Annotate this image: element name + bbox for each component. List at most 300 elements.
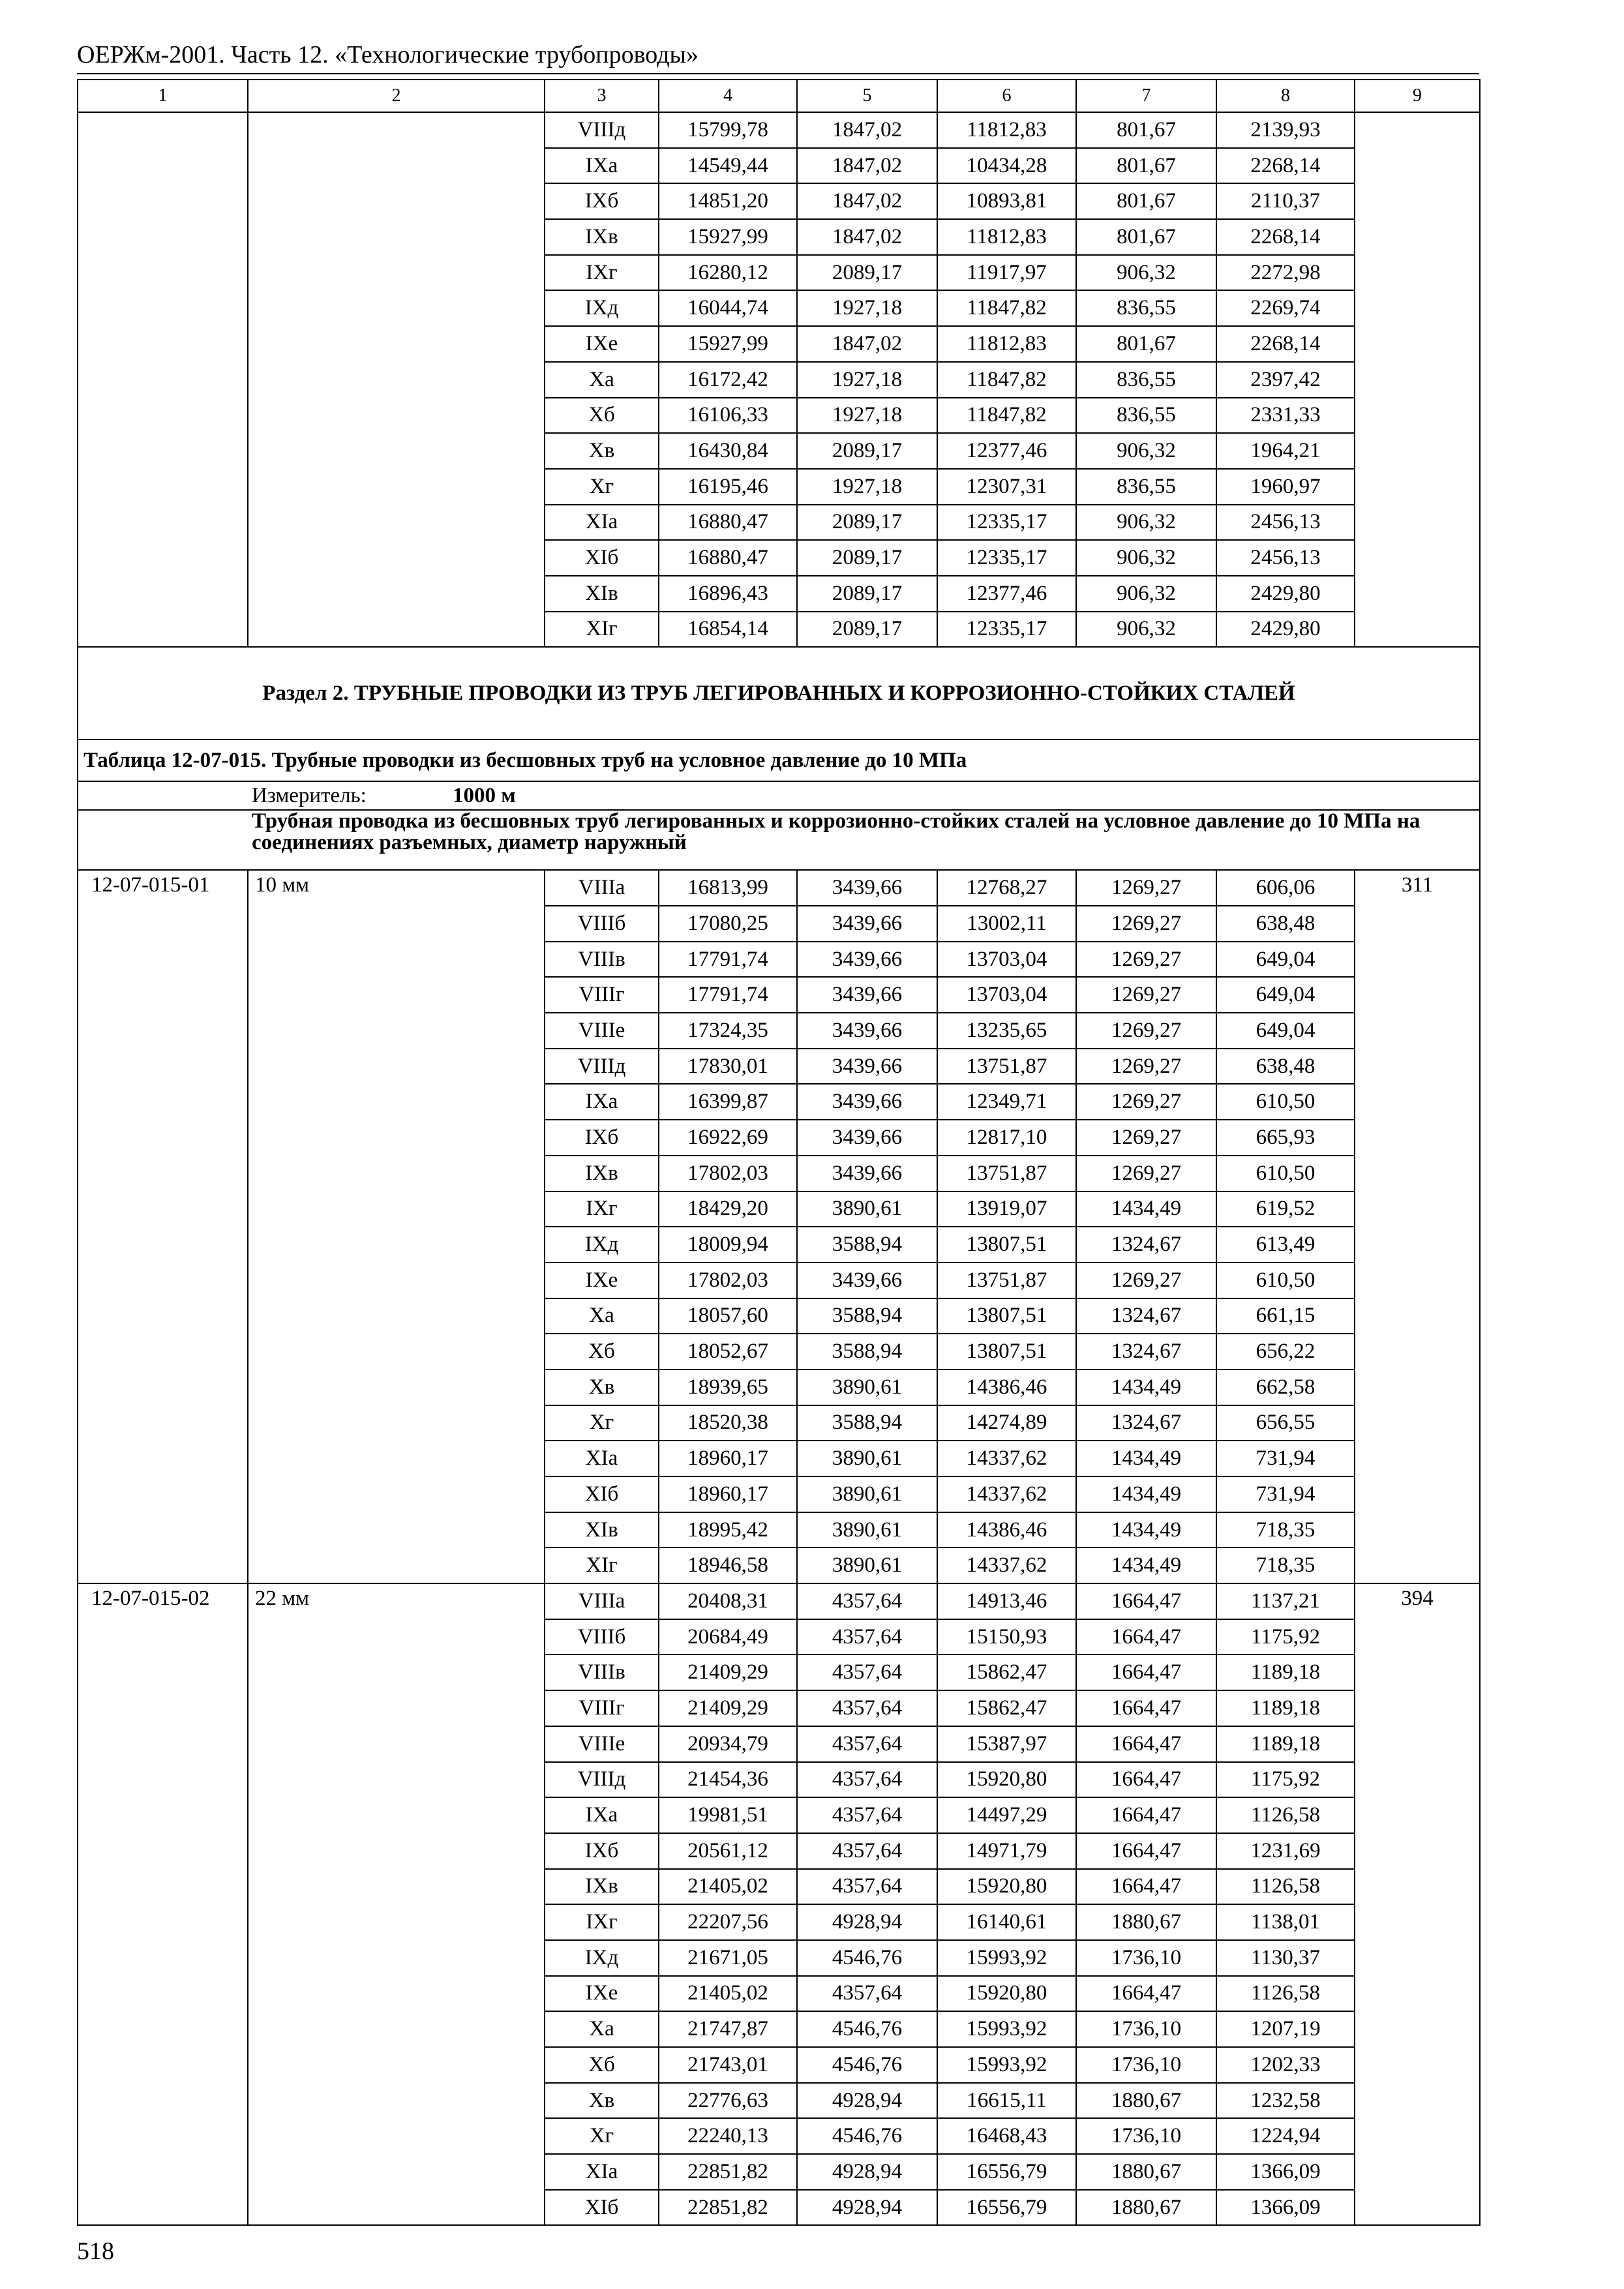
machinist-wages-cell: 1269,27 — [1076, 1013, 1216, 1049]
class-cell: IXб — [545, 183, 659, 219]
wages-cell: 4357,64 — [797, 1654, 937, 1690]
machinist-wages-cell: 1664,47 — [1076, 1869, 1216, 1905]
class-cell: XIа — [545, 1441, 659, 1476]
class-cell: IXв — [545, 219, 659, 255]
machinist-wages-cell: 1736,10 — [1076, 2011, 1216, 2047]
total-cost-cell: 20934,79 — [659, 1726, 797, 1762]
machinist-wages-cell: 1664,47 — [1076, 1726, 1216, 1762]
document-header: ОЕРЖм-2001. Часть 12. «Технологические трубопроводы» — [77, 41, 699, 68]
column-number-row — [78, 80, 1480, 112]
machinist-wages-cell: 1269,27 — [1076, 906, 1216, 942]
machine-cost-cell: 16140,61 — [937, 1904, 1076, 1940]
total-cost-cell: 15799,78 — [659, 112, 797, 148]
unit-label: Измеритель: — [252, 783, 367, 807]
wages-cell: 2089,17 — [797, 540, 937, 576]
code-cell: 12-07-015-02 — [78, 1583, 248, 2225]
wages-cell: 3439,66 — [797, 1013, 937, 1049]
machine-cost-cell: 16556,79 — [937, 2154, 1076, 2190]
machinist-wages-cell: 906,32 — [1076, 576, 1216, 612]
materials-cost-cell: 606,06 — [1216, 870, 1355, 906]
class-cell: VIIIа — [545, 1583, 659, 1619]
table-description: Трубная проводка из бесшовных труб легированных и коррозионно-стойких сталей на условное давление до 10 МПа на соединениях разъемных, диаметр наружный — [78, 810, 1480, 870]
wages-cell: 1927,18 — [797, 362, 937, 398]
materials-cost-cell: 1231,69 — [1216, 1833, 1355, 1869]
wages-cell: 4546,76 — [797, 2118, 937, 2154]
class-cell: XIв — [545, 576, 659, 612]
wages-cell: 1847,02 — [797, 148, 937, 184]
class-cell: IXб — [545, 1833, 659, 1869]
wages-cell: 3588,94 — [797, 1227, 937, 1263]
total-cost-cell: 21409,29 — [659, 1654, 797, 1690]
class-cell: XIа — [545, 505, 659, 541]
materials-cost-cell: 1366,09 — [1216, 2154, 1355, 2190]
materials-cost-cell: 649,04 — [1216, 977, 1355, 1013]
total-cost-cell: 17324,35 — [659, 1013, 797, 1049]
machinist-wages-cell: 906,32 — [1076, 433, 1216, 469]
total-cost-cell: 16922,69 — [659, 1120, 797, 1156]
materials-cost-cell: 1126,58 — [1216, 1869, 1355, 1905]
total-cost-cell: 16430,84 — [659, 433, 797, 469]
column-number: 6 — [937, 80, 1076, 112]
class-cell: VIIIб — [545, 1619, 659, 1655]
column-number: 1 — [78, 80, 248, 112]
materials-cost-cell: 1366,09 — [1216, 2190, 1355, 2226]
total-cost-cell: 17802,03 — [659, 1156, 797, 1191]
materials-cost-cell: 2429,80 — [1216, 576, 1355, 612]
class-cell: Xа — [545, 2011, 659, 2047]
materials-cost-cell: 665,93 — [1216, 1120, 1355, 1156]
machinist-wages-cell: 801,67 — [1076, 112, 1216, 148]
class-cell: Xг — [545, 1405, 659, 1441]
machine-cost-cell: 12377,46 — [937, 433, 1076, 469]
class-cell: VIIIв — [545, 1654, 659, 1690]
machine-cost-cell: 13703,04 — [937, 942, 1076, 978]
materials-cost-cell: 1224,94 — [1216, 2118, 1355, 2154]
machinist-wages-cell: 1324,67 — [1076, 1298, 1216, 1334]
machine-cost-cell: 13919,07 — [937, 1191, 1076, 1227]
machine-cost-cell: 13751,87 — [937, 1049, 1076, 1085]
total-cost-cell: 18057,60 — [659, 1298, 797, 1334]
machine-cost-cell: 13751,87 — [937, 1263, 1076, 1298]
class-cell: XIб — [545, 1476, 659, 1512]
wages-cell: 4928,94 — [797, 2190, 937, 2226]
total-cost-cell: 22851,82 — [659, 2154, 797, 2190]
total-cost-cell: 16854,14 — [659, 612, 797, 648]
class-cell: VIIIб — [545, 906, 659, 942]
wages-cell: 3439,66 — [797, 977, 937, 1013]
total-cost-cell: 16044,74 — [659, 290, 797, 326]
materials-cost-cell: 2268,14 — [1216, 148, 1355, 184]
machinist-wages-cell: 836,55 — [1076, 290, 1216, 326]
class-cell: VIIIд — [545, 112, 659, 148]
wages-cell: 3439,66 — [797, 1156, 937, 1191]
wages-cell: 3439,66 — [797, 870, 937, 906]
class-cell: Xб — [545, 398, 659, 434]
wages-cell: 3439,66 — [797, 1049, 937, 1085]
total-cost-cell: 17830,01 — [659, 1049, 797, 1085]
diameter-cell — [248, 112, 545, 647]
machine-cost-cell: 15150,93 — [937, 1619, 1076, 1655]
machinist-wages-cell: 906,32 — [1076, 255, 1216, 291]
materials-cost-cell: 2272,98 — [1216, 255, 1355, 291]
machine-cost-cell: 12817,10 — [937, 1120, 1076, 1156]
materials-cost-cell: 610,50 — [1216, 1156, 1355, 1191]
machine-cost-cell: 15862,47 — [937, 1654, 1076, 1690]
machinist-wages-cell: 1434,49 — [1076, 1548, 1216, 1583]
class-cell: IXг — [545, 1191, 659, 1227]
machine-cost-cell: 15920,80 — [937, 1976, 1076, 2012]
total-cost-cell: 21409,29 — [659, 1690, 797, 1726]
total-cost-cell: 14851,20 — [659, 183, 797, 219]
total-cost-cell: 16280,12 — [659, 255, 797, 291]
total-cost-cell: 17080,25 — [659, 906, 797, 942]
total-cost-cell: 19981,51 — [659, 1797, 797, 1833]
machinist-wages-cell: 1269,27 — [1076, 1120, 1216, 1156]
machine-cost-cell: 15920,80 — [937, 1869, 1076, 1905]
column-number: 8 — [1216, 80, 1355, 112]
machine-cost-cell: 14913,46 — [937, 1583, 1076, 1619]
materials-cost-cell: 1189,18 — [1216, 1726, 1355, 1762]
total-cost-cell: 16880,47 — [659, 505, 797, 541]
materials-cost-cell: 731,94 — [1216, 1476, 1355, 1512]
table-row — [78, 870, 1480, 906]
total-cost-cell: 21405,02 — [659, 1869, 797, 1905]
total-cost-cell: 17791,74 — [659, 942, 797, 978]
resource-cell: 311 — [1355, 870, 1480, 1583]
machinist-wages-cell: 1434,49 — [1076, 1191, 1216, 1227]
class-cell: VIIIа — [545, 870, 659, 906]
section-title: Раздел 2. ТРУБНЫЕ ПРОВОДКИ ИЗ ТРУБ ЛЕГИРОВАННЫХ И КОРРОЗИОННО-СТОЙКИХ СТАЛЕЙ — [78, 647, 1480, 740]
machine-cost-cell: 11812,83 — [937, 326, 1076, 362]
materials-cost-cell: 2268,14 — [1216, 219, 1355, 255]
class-cell: Xб — [545, 2047, 659, 2083]
machinist-wages-cell: 801,67 — [1076, 326, 1216, 362]
total-cost-cell: 18995,42 — [659, 1512, 797, 1548]
machine-cost-cell: 14386,46 — [937, 1369, 1076, 1405]
table-title: Таблица 12-07-015. Трубные проводки из бесшовных труб на условное давление до 10 МПа — [78, 740, 1480, 781]
wages-cell: 3439,66 — [797, 906, 937, 942]
class-cell: XIв — [545, 1512, 659, 1548]
class-cell: VIIIе — [545, 1726, 659, 1762]
machinist-wages-cell: 1434,49 — [1076, 1441, 1216, 1476]
header-rule — [77, 73, 1479, 74]
materials-cost-cell: 649,04 — [1216, 1013, 1355, 1049]
wages-cell: 4357,64 — [797, 1833, 937, 1869]
machine-cost-cell: 13807,51 — [937, 1227, 1076, 1263]
class-cell: IXе — [545, 1263, 659, 1298]
machine-cost-cell: 15387,97 — [937, 1726, 1076, 1762]
materials-cost-cell: 2268,14 — [1216, 326, 1355, 362]
total-cost-cell: 15927,99 — [659, 219, 797, 255]
machine-cost-cell: 11812,83 — [937, 112, 1076, 148]
rates-table-body — [78, 80, 1480, 2225]
total-cost-cell: 16195,46 — [659, 469, 797, 505]
class-cell: Xв — [545, 433, 659, 469]
wages-cell: 4546,76 — [797, 2047, 937, 2083]
machine-cost-cell: 11847,82 — [937, 398, 1076, 434]
page-number: 518 — [77, 2237, 114, 2265]
machinist-wages-cell: 1664,47 — [1076, 1690, 1216, 1726]
machine-cost-cell: 15993,92 — [937, 2011, 1076, 2047]
wages-cell: 3890,61 — [797, 1369, 937, 1405]
machine-cost-cell: 13235,65 — [937, 1013, 1076, 1049]
materials-cost-cell: 662,58 — [1216, 1369, 1355, 1405]
column-number: 5 — [797, 80, 937, 112]
wages-cell: 3588,94 — [797, 1334, 937, 1369]
wages-cell: 4928,94 — [797, 2083, 937, 2119]
table-row — [78, 1583, 1480, 1619]
machine-cost-cell: 11847,82 — [937, 362, 1076, 398]
total-cost-cell: 18052,67 — [659, 1334, 797, 1369]
machine-cost-cell: 15862,47 — [937, 1690, 1076, 1726]
total-cost-cell: 17791,74 — [659, 977, 797, 1013]
machine-cost-cell: 11847,82 — [937, 290, 1076, 326]
machinist-wages-cell: 1269,27 — [1076, 1049, 1216, 1085]
machine-cost-cell: 14337,62 — [937, 1548, 1076, 1583]
machine-cost-cell: 15993,92 — [937, 1940, 1076, 1976]
wages-cell: 3439,66 — [797, 1263, 937, 1298]
machine-cost-cell: 10434,28 — [937, 148, 1076, 184]
wages-cell: 3439,66 — [797, 942, 937, 978]
materials-cost-cell: 1189,18 — [1216, 1654, 1355, 1690]
materials-cost-cell: 1175,92 — [1216, 1762, 1355, 1798]
class-cell: XIа — [545, 2154, 659, 2190]
wages-cell: 4357,64 — [797, 1726, 937, 1762]
code-cell — [78, 112, 248, 647]
class-cell: Xв — [545, 1369, 659, 1405]
machinist-wages-cell: 1434,49 — [1076, 1512, 1216, 1548]
wages-cell: 1847,02 — [797, 326, 937, 362]
class-cell: Xг — [545, 469, 659, 505]
class-cell: XIб — [545, 2190, 659, 2226]
unit-value: 1000 м — [453, 783, 516, 807]
machine-cost-cell: 10893,81 — [937, 183, 1076, 219]
wages-cell: 4357,64 — [797, 1976, 937, 2012]
materials-cost-cell: 638,48 — [1216, 906, 1355, 942]
class-cell: IXг — [545, 255, 659, 291]
class-cell: IXб — [545, 1120, 659, 1156]
materials-cost-cell: 2456,13 — [1216, 540, 1355, 576]
machinist-wages-cell: 1664,47 — [1076, 1833, 1216, 1869]
wages-cell: 4546,76 — [797, 2011, 937, 2047]
wages-cell: 1847,02 — [797, 219, 937, 255]
class-cell: IXв — [545, 1869, 659, 1905]
column-number: 7 — [1076, 80, 1216, 112]
class-cell: Xб — [545, 1334, 659, 1369]
wages-cell: 4357,64 — [797, 1797, 937, 1833]
materials-cost-cell: 649,04 — [1216, 942, 1355, 978]
code-cell: 12-07-015-01 — [78, 870, 248, 1583]
total-cost-cell: 21743,01 — [659, 2047, 797, 2083]
machinist-wages-cell: 836,55 — [1076, 398, 1216, 434]
wages-cell: 1927,18 — [797, 290, 937, 326]
materials-cost-cell: 1126,58 — [1216, 1976, 1355, 2012]
machine-cost-cell: 14386,46 — [937, 1512, 1076, 1548]
materials-cost-cell: 1232,58 — [1216, 2083, 1355, 2119]
wages-cell: 2089,17 — [797, 612, 937, 648]
machinist-wages-cell: 1324,67 — [1076, 1405, 1216, 1441]
class-cell: IXв — [545, 1156, 659, 1191]
total-cost-cell: 20684,49 — [659, 1619, 797, 1655]
total-cost-cell: 21405,02 — [659, 1976, 797, 2012]
class-cell: IXа — [545, 1797, 659, 1833]
machine-cost-cell: 11917,97 — [937, 255, 1076, 291]
wages-cell: 2089,17 — [797, 433, 937, 469]
class-cell: VIIIв — [545, 942, 659, 978]
wages-cell: 4357,64 — [797, 1869, 937, 1905]
machinist-wages-cell: 1664,47 — [1076, 1619, 1216, 1655]
class-cell: VIIIг — [545, 1690, 659, 1726]
class-cell: XIб — [545, 540, 659, 576]
machinist-wages-cell: 836,55 — [1076, 469, 1216, 505]
total-cost-cell: 21454,36 — [659, 1762, 797, 1798]
machinist-wages-cell: 1664,47 — [1076, 1976, 1216, 2012]
total-cost-cell: 18960,17 — [659, 1441, 797, 1476]
description-row — [78, 810, 1480, 870]
column-number: 4 — [659, 80, 797, 112]
materials-cost-cell: 2331,33 — [1216, 398, 1355, 434]
machinist-wages-cell: 1434,49 — [1076, 1369, 1216, 1405]
total-cost-cell: 16106,33 — [659, 398, 797, 434]
wages-cell: 1847,02 — [797, 112, 937, 148]
class-cell: VIIIд — [545, 1049, 659, 1085]
total-cost-cell: 18009,94 — [659, 1227, 797, 1263]
total-cost-cell: 22776,63 — [659, 2083, 797, 2119]
class-cell: VIIIд — [545, 1762, 659, 1798]
wages-cell: 3439,66 — [797, 1084, 937, 1120]
machine-cost-cell: 13002,11 — [937, 906, 1076, 942]
total-cost-cell: 16896,43 — [659, 576, 797, 612]
machinist-wages-cell: 1880,67 — [1076, 2190, 1216, 2226]
machine-cost-cell: 12335,17 — [937, 505, 1076, 541]
machinist-wages-cell: 1664,47 — [1076, 1583, 1216, 1619]
machinist-wages-cell: 1434,49 — [1076, 1476, 1216, 1512]
wages-cell: 2089,17 — [797, 255, 937, 291]
machine-cost-cell: 12307,31 — [937, 469, 1076, 505]
materials-cost-cell: 731,94 — [1216, 1441, 1355, 1476]
column-number: 9 — [1355, 80, 1480, 112]
machinist-wages-cell: 1880,67 — [1076, 2154, 1216, 2190]
machine-cost-cell: 15920,80 — [937, 1762, 1076, 1798]
resource-cell — [1355, 112, 1480, 647]
class-cell: IXе — [545, 1976, 659, 2012]
materials-cost-cell: 2139,93 — [1216, 112, 1355, 148]
machinist-wages-cell: 801,67 — [1076, 219, 1216, 255]
wages-cell: 2089,17 — [797, 505, 937, 541]
total-cost-cell: 16813,99 — [659, 870, 797, 906]
wages-cell: 3588,94 — [797, 1405, 937, 1441]
resource-cell: 394 — [1355, 1583, 1480, 2225]
table-row — [78, 112, 1480, 148]
total-cost-cell: 17802,03 — [659, 1263, 797, 1298]
machinist-wages-cell: 1269,27 — [1076, 977, 1216, 1013]
total-cost-cell: 20561,12 — [659, 1833, 797, 1869]
total-cost-cell: 16399,87 — [659, 1084, 797, 1120]
machine-cost-cell: 14274,89 — [937, 1405, 1076, 1441]
total-cost-cell: 14549,44 — [659, 148, 797, 184]
class-cell: IXг — [545, 1904, 659, 1940]
machinist-wages-cell: 1269,27 — [1076, 1156, 1216, 1191]
machinist-wages-cell: 836,55 — [1076, 362, 1216, 398]
column-number: 2 — [248, 80, 545, 112]
machine-cost-cell: 11812,83 — [937, 219, 1076, 255]
materials-cost-cell: 1189,18 — [1216, 1690, 1355, 1726]
materials-cost-cell: 638,48 — [1216, 1049, 1355, 1085]
wages-cell: 3890,61 — [797, 1191, 937, 1227]
diameter-cell: 10 мм — [248, 870, 545, 1583]
unit-row — [78, 781, 1480, 810]
total-cost-cell: 18946,58 — [659, 1548, 797, 1583]
total-cost-cell: 21747,87 — [659, 2011, 797, 2047]
materials-cost-cell: 613,49 — [1216, 1227, 1355, 1263]
class-cell: IXд — [545, 1940, 659, 1976]
class-cell: Xа — [545, 1298, 659, 1334]
total-cost-cell: 18939,65 — [659, 1369, 797, 1405]
machine-cost-cell: 13751,87 — [937, 1156, 1076, 1191]
materials-cost-cell: 610,50 — [1216, 1084, 1355, 1120]
section-title-row — [78, 647, 1480, 740]
machinist-wages-cell: 1736,10 — [1076, 2047, 1216, 2083]
machine-cost-cell: 16556,79 — [937, 2190, 1076, 2226]
wages-cell: 4357,64 — [797, 1619, 937, 1655]
wages-cell: 4357,64 — [797, 1690, 937, 1726]
materials-cost-cell: 1138,01 — [1216, 1904, 1355, 1940]
class-cell: IXе — [545, 326, 659, 362]
machine-cost-cell: 12768,27 — [937, 870, 1076, 906]
materials-cost-cell: 718,35 — [1216, 1512, 1355, 1548]
materials-cost-cell: 619,52 — [1216, 1191, 1355, 1227]
wages-cell: 4546,76 — [797, 1940, 937, 1976]
machinist-wages-cell: 1324,67 — [1076, 1227, 1216, 1263]
machine-cost-cell: 16615,11 — [937, 2083, 1076, 2119]
machinist-wages-cell: 1880,67 — [1076, 2083, 1216, 2119]
total-cost-cell: 22851,82 — [659, 2190, 797, 2226]
machine-cost-cell: 12335,17 — [937, 612, 1076, 648]
materials-cost-cell: 610,50 — [1216, 1263, 1355, 1298]
class-cell: VIIIг — [545, 977, 659, 1013]
materials-cost-cell: 661,15 — [1216, 1298, 1355, 1334]
class-cell: IXд — [545, 290, 659, 326]
class-cell: Xг — [545, 2118, 659, 2154]
machinist-wages-cell: 1269,27 — [1076, 870, 1216, 906]
materials-cost-cell: 656,22 — [1216, 1334, 1355, 1369]
total-cost-cell: 18960,17 — [659, 1476, 797, 1512]
wages-cell: 3890,61 — [797, 1512, 937, 1548]
materials-cost-cell: 2269,74 — [1216, 290, 1355, 326]
total-cost-cell: 21671,05 — [659, 1940, 797, 1976]
machine-cost-cell: 13703,04 — [937, 977, 1076, 1013]
unit-of-measure — [78, 781, 1480, 810]
wages-cell: 3890,61 — [797, 1548, 937, 1583]
machinist-wages-cell: 1736,10 — [1076, 2118, 1216, 2154]
machine-cost-cell: 14971,79 — [937, 1833, 1076, 1869]
materials-cost-cell: 2110,37 — [1216, 183, 1355, 219]
materials-cost-cell: 1960,97 — [1216, 469, 1355, 505]
wages-cell: 3588,94 — [797, 1298, 937, 1334]
machine-cost-cell: 13807,51 — [937, 1334, 1076, 1369]
machinist-wages-cell: 801,67 — [1076, 148, 1216, 184]
wages-cell: 3439,66 — [797, 1120, 937, 1156]
machinist-wages-cell: 906,32 — [1076, 612, 1216, 648]
total-cost-cell: 16172,42 — [659, 362, 797, 398]
machinist-wages-cell: 1736,10 — [1076, 1940, 1216, 1976]
machine-cost-cell: 14497,29 — [937, 1797, 1076, 1833]
table-title-row — [78, 740, 1480, 781]
wages-cell: 1927,18 — [797, 398, 937, 434]
machinist-wages-cell: 1324,67 — [1076, 1334, 1216, 1369]
materials-cost-cell: 1207,19 — [1216, 2011, 1355, 2047]
machinist-wages-cell: 1664,47 — [1076, 1654, 1216, 1690]
